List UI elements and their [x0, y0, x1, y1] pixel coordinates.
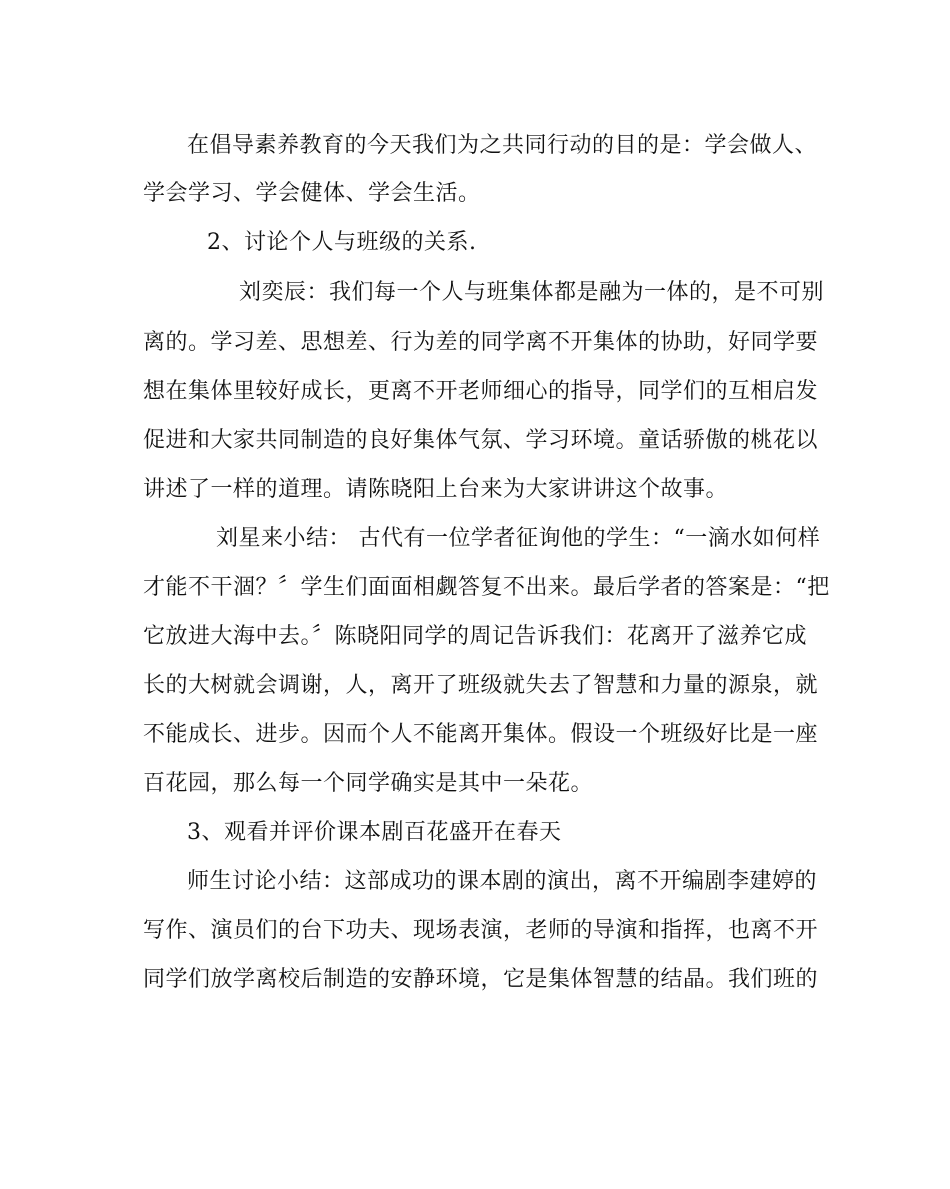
text-line: 不能成长、进步。因而个人不能离开集体。假设一个班级好比是一座: [143, 722, 819, 747]
text-line: 它放进大海中去。〞陈晓阳同学的周记告诉我们：花离开了滋养它成: [143, 624, 808, 649]
section-heading: 3、观看并评价课本剧百花盛开在春天: [187, 820, 562, 845]
text-line: 想在集体里较好成长，更离不开老师细心的指导，同学们的互相启发: [143, 379, 819, 404]
text-line: 才能不干涸？〞学生们面面相觑答复不出来。最后学者的答案是：“把: [143, 575, 830, 600]
text-line: 在倡导素养教育的今天我们为之共同行动的目的是：学会做人、: [187, 133, 818, 158]
text-line: 刘星来小结： 古代有一位学者征询他的学生：“一滴水如何样: [216, 526, 821, 551]
text-line: 刘奕辰：我们每一个人与班集体都是融为一体的，是不可别: [239, 280, 825, 305]
text-line: 学会学习、学会健体、学会生活。: [143, 181, 481, 206]
text-line: 讲述了一样的道理。请陈晓阳上台来为大家讲讲这个故事。: [143, 477, 729, 502]
text-line: 促进和大家共同制造的良好集体气氛、学习环境。童话骄傲的桃花以: [143, 428, 819, 453]
text-line: 同学们放学离校后制造的安静环境，它是集体智慧的结晶。我们班的: [143, 967, 819, 992]
text-line: 师生讨论小结：这部成功的课本剧的演出，离不开编剧李建婷的: [187, 869, 818, 894]
text-line: 写作、演员们的台下功夫、现场表演，老师的导演和指挥，也离不开: [143, 918, 819, 943]
text-line: 离的。学习差、思想差、行为差的同学离不开集体的协助，好同学要: [143, 330, 819, 355]
text-line: 长的大树就会调谢，人，离开了班级就失去了智慧和力量的源泉，就: [143, 673, 819, 698]
section-heading: 2、讨论个人与班级的关系.: [207, 230, 477, 255]
text-line: 百花园，那么每一个同学确实是其中一朵花。: [143, 771, 594, 796]
